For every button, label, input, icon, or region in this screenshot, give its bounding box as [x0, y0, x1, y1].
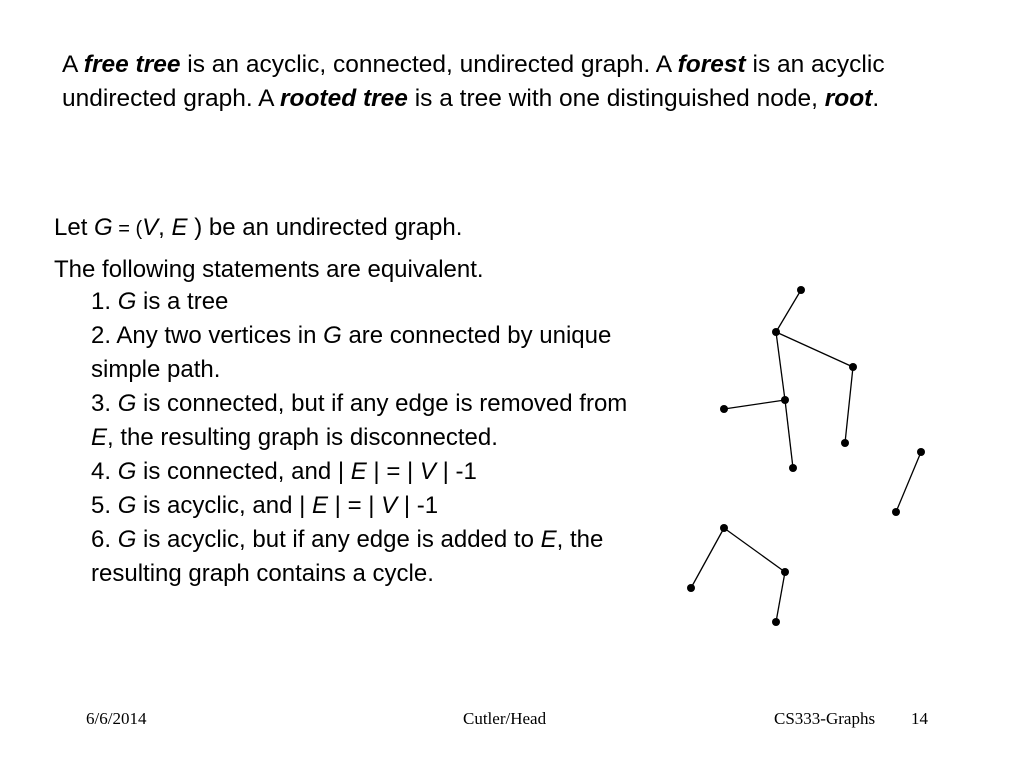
list-item-4 [91, 455, 631, 489]
vertex [720, 524, 728, 532]
vertex [789, 464, 797, 472]
var-e: E [312, 492, 329, 519]
vertex [720, 405, 728, 413]
var-g: G [94, 214, 113, 241]
let-rest: ) be an undirected graph. [187, 214, 463, 241]
equals-paren: = ( [112, 218, 143, 240]
let-text: Let [54, 214, 95, 241]
item-text: , the resulting graph is disconnected. [107, 424, 498, 451]
var-g: G [117, 390, 137, 417]
intro-text-2: is an acyclic, connected, undirected graph. A [180, 51, 678, 78]
vertex [917, 448, 925, 456]
vertex [772, 328, 780, 336]
edge [776, 572, 785, 622]
item-text: 2. Any two vertices in [91, 322, 324, 349]
item-text: | = | [328, 492, 382, 519]
item-text: | -1 [435, 458, 477, 485]
intro-definition [62, 48, 982, 116]
var-v: V [419, 458, 436, 485]
intro-text-1: A [62, 51, 84, 78]
term-rooted-tree: rooted tree [279, 85, 408, 112]
vertex [892, 508, 900, 516]
item-text: | = | [366, 458, 420, 485]
vertex [781, 568, 789, 576]
let-statement [54, 211, 462, 246]
vertex [849, 363, 857, 371]
var-e: E [350, 458, 367, 485]
edge [776, 332, 853, 367]
item-text: is acyclic, but if any edge is added to [136, 526, 541, 553]
edge [785, 400, 793, 468]
item-text: is connected, and | [136, 458, 351, 485]
item-number: 4. [91, 458, 118, 485]
vertex [797, 286, 805, 294]
item-number: 5. [91, 492, 118, 519]
item-text: , the resulting graph contains a cycle. [91, 526, 604, 587]
item-number: 6. [91, 526, 118, 553]
footer-page-number: 14 [911, 709, 928, 728]
item-text: are connected by unique simple path. [91, 322, 612, 383]
item-number: 3. [91, 390, 118, 417]
item-text: is acyclic, and | [136, 492, 312, 519]
equivalence-heading: The following statements are equivalent. [54, 256, 484, 283]
edge [691, 528, 724, 588]
edge [845, 367, 853, 443]
item-text: is connected, but if any edge is removed from [136, 390, 628, 417]
footer-author: Cutler/Head [463, 709, 547, 728]
var-e: E [171, 214, 188, 241]
var-e: E [540, 526, 557, 553]
intro-text-3: is an acyclic undirected graph. A [62, 51, 885, 112]
intro-text-5: . [872, 85, 880, 112]
vertex [841, 439, 849, 447]
item-text: is a tree [136, 288, 229, 315]
edge [776, 332, 785, 400]
var-e: E [91, 424, 108, 451]
vertex [772, 618, 780, 626]
edge [724, 528, 785, 572]
edge [776, 290, 801, 332]
term-free-tree: free tree [83, 51, 181, 78]
comma: , [158, 214, 172, 241]
list-item-2 [91, 319, 631, 387]
var-g: G [117, 288, 137, 315]
var-g: G [117, 526, 137, 553]
vertex [687, 584, 695, 592]
var-v: V [142, 214, 159, 241]
edge [896, 452, 921, 512]
var-g: G [117, 492, 137, 519]
list-item-5 [91, 489, 631, 523]
vertex [781, 396, 789, 404]
list-item-1 [91, 285, 631, 319]
item-number: 1. [91, 288, 118, 315]
intro-text-4: is a tree with one distinguished node, [407, 85, 825, 112]
var-g: G [323, 322, 342, 349]
equivalence-list [91, 285, 631, 591]
list-item-3 [91, 387, 631, 455]
item-text: | -1 [397, 492, 439, 519]
term-root: root [824, 85, 873, 112]
edge [724, 400, 785, 409]
var-v: V [381, 492, 398, 519]
var-g: G [117, 458, 137, 485]
list-item-6 [91, 523, 631, 591]
term-forest: forest [677, 51, 746, 78]
footer-date: 6/6/2014 [86, 709, 147, 728]
footer-course: CS333-Graphs [774, 709, 876, 728]
